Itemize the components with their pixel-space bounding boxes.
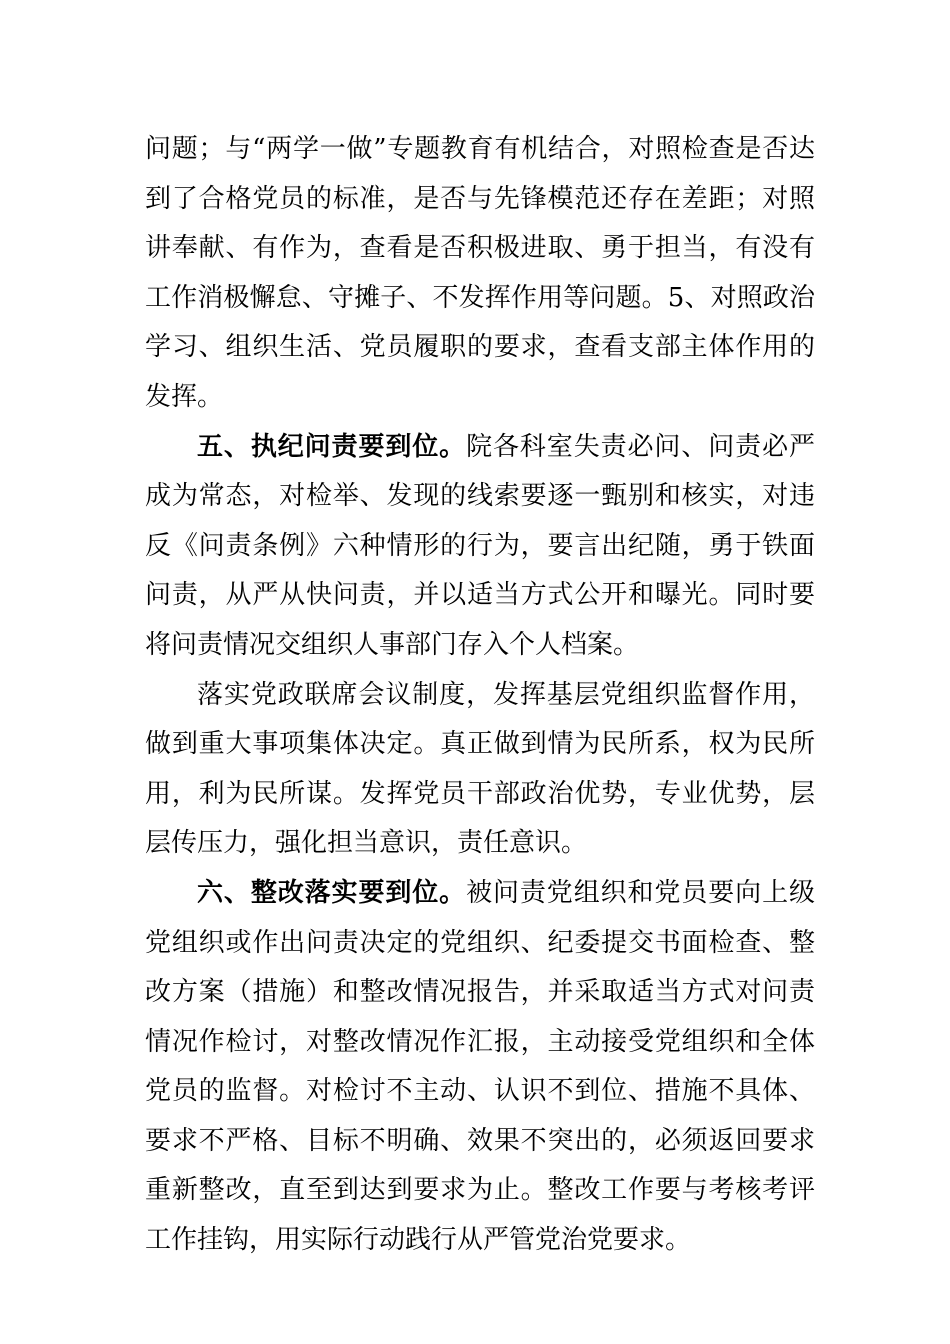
paragraph-text: 问题；与“两学一做”专题教育有机结合，对照检查是否达到了合格党员的标准，是否与先锋模范还存在差距；对照讲奉献、有作为，查看是否积极进取、勇于担当，有没有工作消极懈怠、守摊子、不发挥作用等问题。5、对照政治学习、组织生活、党员履职的要求，查看支部主体作用的发挥。 bbox=[145, 134, 815, 412]
paragraph-text: 院各科室失责必问、问责必严成为常态，对检举、发现的线索要逐一甄别和核实，对违反《问责条例》六种情形的行为，要言出纪随，勇于铁面问责，从严从快问责，并以适当方式公开和曝光。同时要将问责情况交组织人事部门存入个人档案。 bbox=[145, 431, 815, 660]
document-body bbox=[145, 125, 815, 1266]
paragraph-continued bbox=[145, 125, 815, 423]
paragraph-section-six bbox=[145, 869, 815, 1266]
section-heading: 五、执纪问责要到位。 bbox=[197, 431, 467, 462]
paragraph-text: 落实党政联席会议制度，发挥基层党组织监督作用，做到重大事项集体决定。真正做到情为民所系，权为民所用，利为民所谋。发挥党员干部政治优势，专业优势，层层传压力，强化担当意识，责任意识。 bbox=[145, 679, 815, 859]
paragraph-text: 被问责党组织和党员要向上级党组织或作出问责决定的党组织、纪委提交书面检查、整改方案（措施）和整改情况报告，并采取适当方式对问责情况作检讨，对整改情况作汇报，主动接受党组织和全体党员的监督。对检讨不主动、认识不到位、措施不具体、要求不严格、目标不明确、效果不突出的，必须返回要求重新整改，直至到达到要求为止。整改工作要与考核考评工作挂钩，用实际行动践行从严管党治党要求。 bbox=[145, 877, 815, 1256]
paragraph-section-five bbox=[145, 423, 815, 671]
paragraph-joint-meeting bbox=[145, 671, 815, 869]
section-heading: 六、整改落实要到位。 bbox=[197, 877, 467, 908]
